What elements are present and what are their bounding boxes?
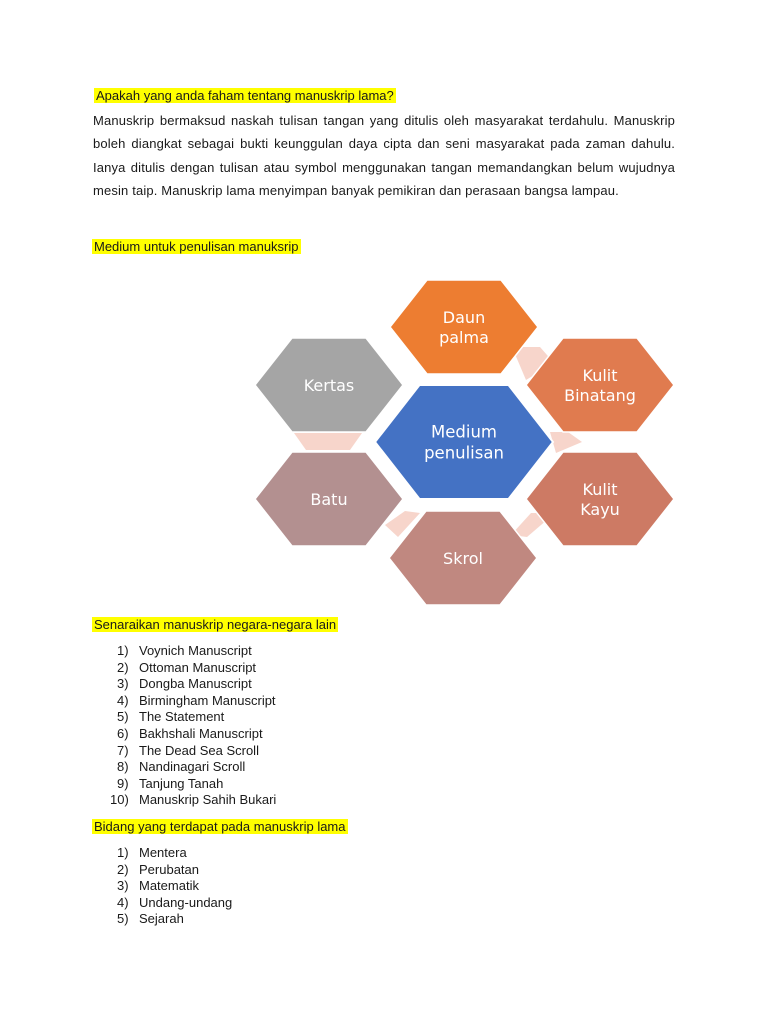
list-number: 4)	[117, 894, 129, 910]
hexagon-label: Kulit	[582, 366, 618, 385]
hexagon-label: palma	[439, 328, 489, 347]
list-item-text: Bakhshali Manuscript	[139, 725, 263, 741]
list-item	[113, 776, 276, 793]
list-item	[113, 895, 232, 912]
list-item-text: Mentera	[139, 845, 187, 860]
list-item-text: The Statement	[139, 709, 225, 725]
list-item	[113, 743, 276, 760]
list-item-text: Undang-undang	[139, 894, 233, 910]
list-item-text: Matematik	[139, 878, 199, 894]
list-number: 4)	[117, 692, 129, 708]
list-item	[113, 845, 232, 862]
list-item-text: Voynich Manuscript	[139, 643, 252, 658]
list-number: 3)	[117, 676, 129, 692]
list-item	[113, 676, 276, 693]
list-item-text: Perubatan	[139, 861, 199, 877]
center-hexagon	[375, 385, 553, 499]
list-item	[113, 693, 276, 710]
list-number: 9)	[117, 775, 129, 791]
list-number: 2)	[117, 659, 129, 675]
medium-hexagon-diagram	[250, 275, 680, 610]
list-item	[113, 759, 276, 776]
list-item	[113, 643, 276, 660]
list-item-text: Tanjung Tanah	[139, 775, 224, 791]
bidang-heading	[92, 818, 348, 835]
manuscript-list	[110, 643, 277, 809]
hexagon-label: Kulit	[582, 480, 618, 499]
hexagon-diagram-svg	[250, 275, 680, 610]
list-item-text: Birmingham Manuscript	[139, 692, 276, 708]
list-item-text: Dongba Manuscript	[139, 676, 252, 692]
hexagon-label: Medium	[431, 422, 497, 442]
manuscript-list-heading-text: Senaraikan manuskrip negara-negara lain	[94, 617, 337, 632]
list-item	[113, 709, 276, 726]
hexagon-label: Binatang	[564, 386, 636, 405]
medium-heading	[92, 238, 301, 255]
list-item-text: Nandinagari Scroll	[139, 759, 246, 775]
list-item	[113, 660, 276, 677]
list-number: 6)	[117, 725, 129, 741]
list-item-text: Sejarah	[139, 911, 184, 927]
medium-heading-text: Medium untuk penulisan manuksrip	[94, 239, 299, 254]
list-number: 10)	[110, 792, 129, 808]
question-heading	[94, 87, 396, 104]
hexagon-label: Batu	[310, 490, 348, 509]
bidang-list	[113, 845, 232, 928]
list-number: 1)	[117, 845, 129, 860]
list-item	[110, 792, 277, 809]
question-heading-text: Apakah yang anda faham tentang manuskrip lama?	[96, 88, 394, 103]
list-item-text: Manuskrip Sahih Bukari	[139, 792, 277, 808]
list-number: 1)	[117, 643, 129, 658]
hexagon-connector	[294, 433, 362, 450]
hexagon-node	[526, 338, 674, 432]
hexagon-label: Daun	[442, 308, 486, 327]
list-number: 5)	[117, 911, 129, 927]
list-item-text: The Dead Sea Scroll	[139, 742, 259, 758]
hexagon-label: Kertas	[303, 376, 355, 395]
list-item	[113, 726, 276, 743]
hexagon-connector	[550, 432, 582, 453]
list-number: 2)	[117, 861, 129, 877]
list-item	[113, 911, 232, 928]
hexagon-node	[526, 452, 674, 546]
hexagon-node	[390, 280, 538, 374]
list-item	[113, 862, 232, 879]
list-item-text: Ottoman Manuscript	[139, 659, 257, 675]
list-item	[113, 878, 232, 895]
hexagon-label: Skrol	[443, 549, 483, 568]
hexagon-label: penulisan	[424, 443, 504, 463]
list-number: 5)	[117, 709, 129, 725]
bidang-heading-text: Bidang yang terdapat pada manuskrip lama	[94, 819, 346, 834]
definition-paragraph: Manuskrip bermaksud naskah tulisan tangan yang ditulis oleh masyarakat terdahulu. Manuskrip boleh diangkat sebagai bukti keunggulan daya cipta dan seni masyarakat pada zaman dahulu. Ianya ditulis dengan tulisan atau symbol menggunakan tangan memandangkan belum wujudnya mesin taip. Manuskrip lama menyimpan banyak pemikiran dan perasaan bangsa lampau.	[93, 113, 675, 199]
list-number: 7)	[117, 742, 129, 758]
list-number: 3)	[117, 878, 129, 894]
list-number: 8)	[117, 759, 129, 775]
manuscript-list-heading	[92, 616, 338, 633]
hexagon-label: Kayu	[580, 500, 620, 519]
